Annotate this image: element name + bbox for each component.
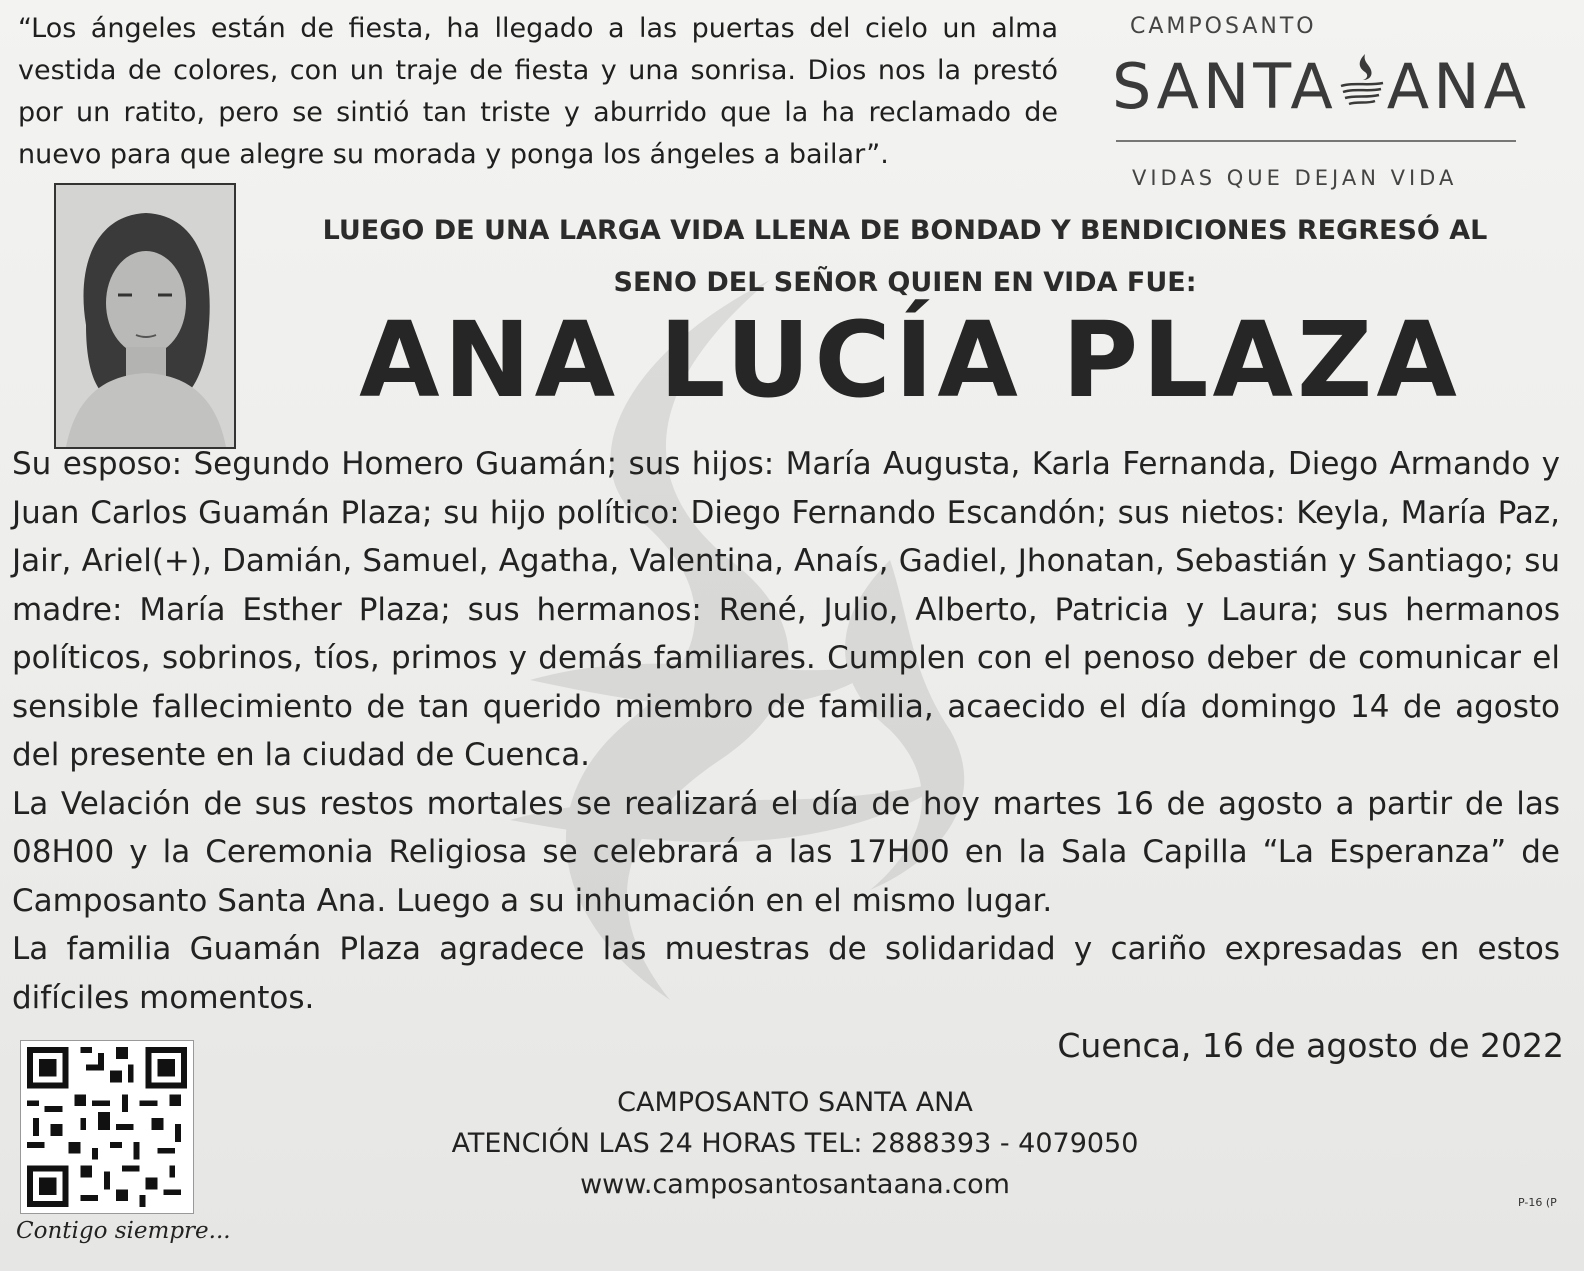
camposanto-logo xyxy=(1100,8,1540,198)
footer-contact xyxy=(300,1082,1290,1205)
gratitude-paragraph: La familia Guamán Plaza agradece las muestras de solidaridad y cariño expresadas en estos difíciles momentos. xyxy=(12,931,1560,1016)
logo-main-right: ANA xyxy=(1386,50,1530,123)
page-code: P-16 (P xyxy=(1518,1196,1557,1209)
footer-company: CAMPOSANTO SANTA ANA xyxy=(617,1087,973,1118)
velacion-paragraph: La Velación de sus restos mortales se realizará el día de hoy martes 16 de agosto a partir de las 08H00 y la Ceremonia Religiosa se celebrará a las 17H00 en la Sala Capilla “La Esperanza” de Camposanto Santa Ana. Luego a su inhumación en el mismo lugar. xyxy=(12,785,1560,919)
logo-flame-icon xyxy=(1339,52,1385,114)
portrait-image xyxy=(56,185,234,447)
logo-main-text xyxy=(1112,50,1530,123)
logo-top-text: CAMPOSANTO xyxy=(1130,14,1317,39)
logo-tagline: VIDAS QUE DEJAN VIDA xyxy=(1132,166,1458,190)
footer-phone: ATENCIÓN LAS 24 HORAS TEL: 2888393 - 4079050 xyxy=(451,1128,1139,1159)
epitaph-quote: “Los ángeles están de fiesta, ha llegado a las puertas del cielo un alma vestida de colores, con un traje de fiesta y una sonrisa. Dios nos la prestó por un ratito, pero se sintió tan triste y aburrido que la ha reclamado de nuevo para que alegre su morada y ponga los ángeles a bailar”. xyxy=(18,13,1058,170)
deceased-name: ANA LUCÍA PLAZA xyxy=(359,299,1461,421)
footer-website: www.camposantosantaana.com xyxy=(580,1169,1010,1200)
deceased-portrait xyxy=(54,183,236,449)
qr-code-icon xyxy=(20,1040,194,1214)
place-date: Cuenca, 16 de agosto de 2022 xyxy=(1057,1026,1564,1065)
intro-line-2: SENO DEL SEÑOR QUIEN EN VIDA FUE: xyxy=(613,267,1197,298)
intro-line-1: LUEGO DE UNA LARGA VIDA LLENA DE BONDAD Y BENDICIONES REGRESÓ AL xyxy=(322,215,1488,246)
obituary-body xyxy=(12,440,1560,1022)
logo-main-left: SANTA xyxy=(1112,50,1337,123)
family-paragraph: Su esposo: Segundo Homero Guamán; sus hijos: María Augusta, Karla Fernanda, Diego Armando y Juan Carlos Guamán Plaza; su hijo político: Diego Fernando Escandón; sus nietos: Keyla, María Paz, Jair, Ariel(+), Damián, Samuel, Agatha, Valentina, Anaís, Gadiel, Jhonatan, Sebastián y Santiago; su madre: María Esther Plaza; sus hermanos: René, Julio, Alberto, Patricia y Laura; sus hermanos políticos, sobrinos, tíos, primos y demás familiares. Cumplen con el penoso deber de comunicar el sensible fallecimiento de tan querido miembro de familia, acaecido el día domingo 14 de agosto del presente en la ciudad de Cuenca. xyxy=(12,446,1560,773)
intro-heading xyxy=(250,205,1560,309)
logo-divider xyxy=(1116,140,1516,142)
slogan-text: Contigo siempre... xyxy=(16,1218,231,1244)
